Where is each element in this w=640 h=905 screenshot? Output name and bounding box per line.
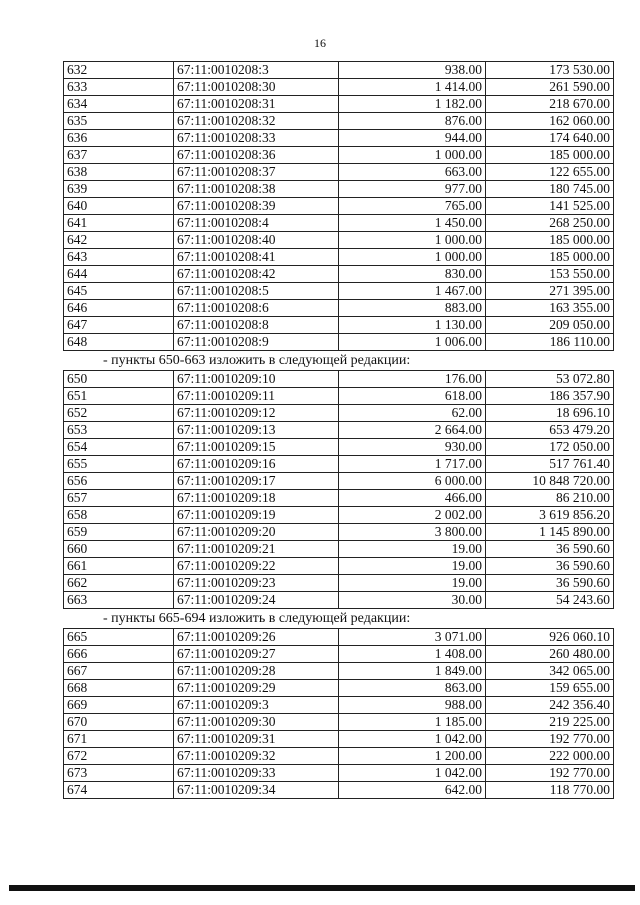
item-number-cell: 648 bbox=[64, 334, 174, 351]
area-cell: 765.00 bbox=[339, 198, 486, 215]
cadastral-number-cell: 67:11:0010208:3 bbox=[174, 62, 339, 79]
section bbox=[63, 351, 613, 609]
table-row bbox=[64, 198, 614, 215]
section bbox=[63, 609, 613, 799]
item-number-cell: 657 bbox=[64, 490, 174, 507]
area-cell: 62.00 bbox=[339, 405, 486, 422]
table-row bbox=[64, 782, 614, 799]
table-row bbox=[64, 680, 614, 697]
table-row bbox=[64, 164, 614, 181]
item-number-cell: 655 bbox=[64, 456, 174, 473]
value-cell: 209 050.00 bbox=[486, 317, 614, 334]
table-row bbox=[64, 575, 614, 592]
table-row bbox=[64, 714, 614, 731]
value-cell: 10 848 720.00 bbox=[486, 473, 614, 490]
item-number-cell: 665 bbox=[64, 629, 174, 646]
item-number-cell: 667 bbox=[64, 663, 174, 680]
item-number-cell: 670 bbox=[64, 714, 174, 731]
item-number-cell: 666 bbox=[64, 646, 174, 663]
area-cell: 1 042.00 bbox=[339, 731, 486, 748]
table-row bbox=[64, 765, 614, 782]
value-cell: 173 530.00 bbox=[486, 62, 614, 79]
value-cell: 18 696.10 bbox=[486, 405, 614, 422]
table-row bbox=[64, 507, 614, 524]
table-row bbox=[64, 490, 614, 507]
item-number-cell: 641 bbox=[64, 215, 174, 232]
area-cell: 3 800.00 bbox=[339, 524, 486, 541]
value-cell: 926 060.10 bbox=[486, 629, 614, 646]
cadastral-number-cell: 67:11:0010209:22 bbox=[174, 558, 339, 575]
value-cell: 36 590.60 bbox=[486, 541, 614, 558]
cadastral-number-cell: 67:11:0010209:31 bbox=[174, 731, 339, 748]
item-number-cell: 638 bbox=[64, 164, 174, 181]
table-row bbox=[64, 558, 614, 575]
document-body bbox=[63, 61, 613, 799]
cadastral-number-cell: 67:11:0010209:27 bbox=[174, 646, 339, 663]
value-cell: 172 050.00 bbox=[486, 439, 614, 456]
amendment-note: - пункты 665-694 изложить в следующей редакции: bbox=[103, 611, 411, 626]
value-cell: 222 000.00 bbox=[486, 748, 614, 765]
table-row bbox=[64, 266, 614, 283]
cadastral-number-cell: 67:11:0010208:36 bbox=[174, 147, 339, 164]
cadastral-number-cell: 67:11:0010209:13 bbox=[174, 422, 339, 439]
item-number-cell: 659 bbox=[64, 524, 174, 541]
value-cell: 192 770.00 bbox=[486, 765, 614, 782]
cadastral-number-cell: 67:11:0010208:37 bbox=[174, 164, 339, 181]
item-number-cell: 661 bbox=[64, 558, 174, 575]
area-cell: 938.00 bbox=[339, 62, 486, 79]
cadastral-number-cell: 67:11:0010208:39 bbox=[174, 198, 339, 215]
amendment-note: - пункты 650-663 изложить в следующей редакции: bbox=[103, 353, 411, 368]
value-cell: 141 525.00 bbox=[486, 198, 614, 215]
item-number-cell: 640 bbox=[64, 198, 174, 215]
area-cell: 1 000.00 bbox=[339, 147, 486, 164]
cadastral-number-cell: 67:11:0010209:11 bbox=[174, 388, 339, 405]
cadastral-number-cell: 67:11:0010208:32 bbox=[174, 113, 339, 130]
table-row bbox=[64, 215, 614, 232]
area-cell: 876.00 bbox=[339, 113, 486, 130]
value-cell: 271 395.00 bbox=[486, 283, 614, 300]
cadastral-number-cell: 67:11:0010209:33 bbox=[174, 765, 339, 782]
parcel-table bbox=[63, 61, 614, 351]
cadastral-number-cell: 67:11:0010208:9 bbox=[174, 334, 339, 351]
area-cell: 19.00 bbox=[339, 575, 486, 592]
cadastral-number-cell: 67:11:0010208:42 bbox=[174, 266, 339, 283]
value-cell: 53 072.80 bbox=[486, 371, 614, 388]
table-row bbox=[64, 524, 614, 541]
item-number-cell: 658 bbox=[64, 507, 174, 524]
area-cell: 6 000.00 bbox=[339, 473, 486, 490]
area-cell: 1 717.00 bbox=[339, 456, 486, 473]
cadastral-number-cell: 67:11:0010208:31 bbox=[174, 96, 339, 113]
cadastral-number-cell: 67:11:0010208:33 bbox=[174, 130, 339, 147]
area-cell: 883.00 bbox=[339, 300, 486, 317]
value-cell: 1 145 890.00 bbox=[486, 524, 614, 541]
value-cell: 174 640.00 bbox=[486, 130, 614, 147]
table-row bbox=[64, 405, 614, 422]
cadastral-number-cell: 67:11:0010208:4 bbox=[174, 215, 339, 232]
item-number-cell: 663 bbox=[64, 592, 174, 609]
cadastral-number-cell: 67:11:0010209:12 bbox=[174, 405, 339, 422]
table-row bbox=[64, 317, 614, 334]
area-cell: 1 200.00 bbox=[339, 748, 486, 765]
cadastral-number-cell: 67:11:0010209:26 bbox=[174, 629, 339, 646]
value-cell: 122 655.00 bbox=[486, 164, 614, 181]
cadastral-number-cell: 67:11:0010208:40 bbox=[174, 232, 339, 249]
table-row bbox=[64, 473, 614, 490]
table-row bbox=[64, 113, 614, 130]
area-cell: 1 450.00 bbox=[339, 215, 486, 232]
table-row bbox=[64, 731, 614, 748]
table-row bbox=[64, 283, 614, 300]
table-row bbox=[64, 422, 614, 439]
cadastral-number-cell: 67:11:0010209:16 bbox=[174, 456, 339, 473]
value-cell: 86 210.00 bbox=[486, 490, 614, 507]
table-row bbox=[64, 96, 614, 113]
table-row bbox=[64, 181, 614, 198]
area-cell: 2 664.00 bbox=[339, 422, 486, 439]
item-number-cell: 673 bbox=[64, 765, 174, 782]
area-cell: 1 185.00 bbox=[339, 714, 486, 731]
item-number-cell: 647 bbox=[64, 317, 174, 334]
cadastral-number-cell: 67:11:0010209:30 bbox=[174, 714, 339, 731]
area-cell: 466.00 bbox=[339, 490, 486, 507]
table-row bbox=[64, 541, 614, 558]
value-cell: 185 000.00 bbox=[486, 147, 614, 164]
item-number-cell: 632 bbox=[64, 62, 174, 79]
parcel-table bbox=[63, 370, 614, 609]
item-number-cell: 637 bbox=[64, 147, 174, 164]
item-number-cell: 635 bbox=[64, 113, 174, 130]
table-row bbox=[64, 232, 614, 249]
value-cell: 180 745.00 bbox=[486, 181, 614, 198]
parcel-table bbox=[63, 628, 614, 799]
table-row bbox=[64, 300, 614, 317]
cadastral-number-cell: 67:11:0010208:38 bbox=[174, 181, 339, 198]
item-number-cell: 636 bbox=[64, 130, 174, 147]
value-cell: 185 000.00 bbox=[486, 249, 614, 266]
item-number-cell: 674 bbox=[64, 782, 174, 799]
cadastral-number-cell: 67:11:0010208:30 bbox=[174, 79, 339, 96]
table-row bbox=[64, 629, 614, 646]
area-cell: 1 408.00 bbox=[339, 646, 486, 663]
item-number-cell: 633 bbox=[64, 79, 174, 96]
item-number-cell: 642 bbox=[64, 232, 174, 249]
item-number-cell: 653 bbox=[64, 422, 174, 439]
area-cell: 19.00 bbox=[339, 541, 486, 558]
area-cell: 1 006.00 bbox=[339, 334, 486, 351]
value-cell: 517 761.40 bbox=[486, 456, 614, 473]
table-row bbox=[64, 697, 614, 714]
value-cell: 268 250.00 bbox=[486, 215, 614, 232]
item-number-cell: 651 bbox=[64, 388, 174, 405]
area-cell: 2 002.00 bbox=[339, 507, 486, 524]
value-cell: 219 225.00 bbox=[486, 714, 614, 731]
area-cell: 944.00 bbox=[339, 130, 486, 147]
value-cell: 242 356.40 bbox=[486, 697, 614, 714]
value-cell: 218 670.00 bbox=[486, 96, 614, 113]
cadastral-number-cell: 67:11:0010209:24 bbox=[174, 592, 339, 609]
value-cell: 163 355.00 bbox=[486, 300, 614, 317]
cadastral-number-cell: 67:11:0010209:10 bbox=[174, 371, 339, 388]
value-cell: 186 357.90 bbox=[486, 388, 614, 405]
cadastral-number-cell: 67:11:0010209:18 bbox=[174, 490, 339, 507]
area-cell: 977.00 bbox=[339, 181, 486, 198]
value-cell: 36 590.60 bbox=[486, 575, 614, 592]
item-number-cell: 662 bbox=[64, 575, 174, 592]
value-cell: 162 060.00 bbox=[486, 113, 614, 130]
value-cell: 185 000.00 bbox=[486, 232, 614, 249]
value-cell: 118 770.00 bbox=[486, 782, 614, 799]
value-cell: 342 065.00 bbox=[486, 663, 614, 680]
item-number-cell: 672 bbox=[64, 748, 174, 765]
cadastral-number-cell: 67:11:0010209:17 bbox=[174, 473, 339, 490]
item-number-cell: 656 bbox=[64, 473, 174, 490]
cadastral-number-cell: 67:11:0010209:19 bbox=[174, 507, 339, 524]
area-cell: 863.00 bbox=[339, 680, 486, 697]
bottom-rule bbox=[9, 885, 635, 891]
value-cell: 153 550.00 bbox=[486, 266, 614, 283]
section bbox=[63, 61, 613, 351]
table-row bbox=[64, 371, 614, 388]
area-cell: 30.00 bbox=[339, 592, 486, 609]
cadastral-number-cell: 67:11:0010208:41 bbox=[174, 249, 339, 266]
cadastral-number-cell: 67:11:0010208:8 bbox=[174, 317, 339, 334]
value-cell: 260 480.00 bbox=[486, 646, 614, 663]
value-cell: 261 590.00 bbox=[486, 79, 614, 96]
item-number-cell: 671 bbox=[64, 731, 174, 748]
item-number-cell: 639 bbox=[64, 181, 174, 198]
value-cell: 3 619 856.20 bbox=[486, 507, 614, 524]
item-number-cell: 634 bbox=[64, 96, 174, 113]
table-row bbox=[64, 748, 614, 765]
item-number-cell: 643 bbox=[64, 249, 174, 266]
table-row bbox=[64, 439, 614, 456]
table-row bbox=[64, 456, 614, 473]
item-number-cell: 669 bbox=[64, 697, 174, 714]
area-cell: 1 042.00 bbox=[339, 765, 486, 782]
area-cell: 176.00 bbox=[339, 371, 486, 388]
value-cell: 159 655.00 bbox=[486, 680, 614, 697]
cadastral-number-cell: 67:11:0010209:3 bbox=[174, 697, 339, 714]
item-number-cell: 650 bbox=[64, 371, 174, 388]
table-row bbox=[64, 249, 614, 266]
area-cell: 830.00 bbox=[339, 266, 486, 283]
area-cell: 1 000.00 bbox=[339, 249, 486, 266]
area-cell: 663.00 bbox=[339, 164, 486, 181]
value-cell: 54 243.60 bbox=[486, 592, 614, 609]
item-number-cell: 654 bbox=[64, 439, 174, 456]
page-number: 16 bbox=[314, 36, 326, 50]
cadastral-number-cell: 67:11:0010209:34 bbox=[174, 782, 339, 799]
area-cell: 3 071.00 bbox=[339, 629, 486, 646]
area-cell: 642.00 bbox=[339, 782, 486, 799]
item-number-cell: 660 bbox=[64, 541, 174, 558]
area-cell: 988.00 bbox=[339, 697, 486, 714]
cadastral-number-cell: 67:11:0010209:28 bbox=[174, 663, 339, 680]
item-number-cell: 645 bbox=[64, 283, 174, 300]
cadastral-number-cell: 67:11:0010208:6 bbox=[174, 300, 339, 317]
area-cell: 1 000.00 bbox=[339, 232, 486, 249]
area-cell: 1 414.00 bbox=[339, 79, 486, 96]
cadastral-number-cell: 67:11:0010209:15 bbox=[174, 439, 339, 456]
cadastral-number-cell: 67:11:0010209:20 bbox=[174, 524, 339, 541]
area-cell: 1 849.00 bbox=[339, 663, 486, 680]
value-cell: 36 590.60 bbox=[486, 558, 614, 575]
item-number-cell: 646 bbox=[64, 300, 174, 317]
table-row bbox=[64, 130, 614, 147]
area-cell: 1 130.00 bbox=[339, 317, 486, 334]
table-row bbox=[64, 646, 614, 663]
cadastral-number-cell: 67:11:0010208:5 bbox=[174, 283, 339, 300]
area-cell: 618.00 bbox=[339, 388, 486, 405]
value-cell: 186 110.00 bbox=[486, 334, 614, 351]
area-cell: 1 467.00 bbox=[339, 283, 486, 300]
item-number-cell: 668 bbox=[64, 680, 174, 697]
item-number-cell: 644 bbox=[64, 266, 174, 283]
item-number-cell: 652 bbox=[64, 405, 174, 422]
value-cell: 653 479.20 bbox=[486, 422, 614, 439]
cadastral-number-cell: 67:11:0010209:23 bbox=[174, 575, 339, 592]
cadastral-number-cell: 67:11:0010209:29 bbox=[174, 680, 339, 697]
area-cell: 19.00 bbox=[339, 558, 486, 575]
area-cell: 930.00 bbox=[339, 439, 486, 456]
table-row bbox=[64, 592, 614, 609]
cadastral-number-cell: 67:11:0010209:21 bbox=[174, 541, 339, 558]
table-row bbox=[64, 663, 614, 680]
table-row bbox=[64, 334, 614, 351]
table-row bbox=[64, 147, 614, 164]
value-cell: 192 770.00 bbox=[486, 731, 614, 748]
area-cell: 1 182.00 bbox=[339, 96, 486, 113]
table-row bbox=[64, 79, 614, 96]
table-row bbox=[64, 388, 614, 405]
cadastral-number-cell: 67:11:0010209:32 bbox=[174, 748, 339, 765]
table-row bbox=[64, 62, 614, 79]
